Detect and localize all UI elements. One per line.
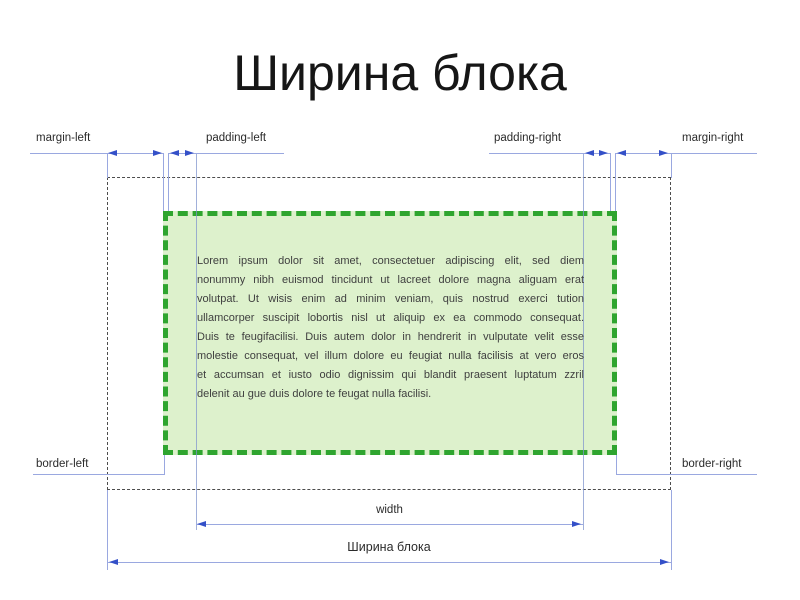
content-text-line: Lorem ipsum dolor sit amet, consectetuer adipiscing elit, sed diem [197, 255, 584, 267]
dimension-line-margin-left [30, 153, 163, 154]
leader-border-right-horizontal [616, 474, 757, 475]
arrowhead-left-icon [109, 559, 118, 565]
guide-margin-left-outer [107, 153, 108, 178]
content-text-line: et accumsan et iusto odio dignissim qui blandit praesent luptatum zzril [197, 369, 584, 381]
arrowhead-left-icon [108, 150, 117, 156]
content-text-line: nonummy nibh euismod tincidunt ut lacreet dolore magna aliguam erat [197, 274, 584, 286]
arrowhead-left-icon [617, 150, 626, 156]
arrowhead-right-icon [659, 150, 668, 156]
label-border-right: border-right [682, 458, 742, 470]
label-margin-right: margin-right [682, 132, 744, 144]
arrowhead-left-icon [170, 150, 179, 156]
leader-border-left-horizontal [33, 474, 164, 475]
arrowhead-right-icon [599, 150, 608, 156]
arrowhead-right-icon [185, 150, 194, 156]
guide-border-right-outer [615, 153, 616, 211]
content-text-line: molestie consequat, vel illum dolore eu feugiat nulla facilisis at vero eros [197, 350, 584, 362]
guide-border-left-inner [168, 153, 169, 211]
arrowhead-right-icon [572, 521, 581, 527]
arrowhead-left-icon [585, 150, 594, 156]
content-text-line: volutpat. Ut wisis enim ad minim veniam, quis nostrud exerci tution [197, 293, 584, 305]
dimension-line-margin-right [615, 153, 757, 154]
label-border-left: border-left [36, 458, 89, 470]
label-padding-left: padding-left [206, 132, 267, 144]
page-title: Ширина блока [233, 45, 567, 101]
guide-border-right-inner [610, 153, 611, 211]
label-block-width: Ширина блока [347, 540, 431, 554]
leader-border-right-vertical [616, 455, 617, 475]
arrowhead-left-icon [197, 521, 206, 527]
leader-border-left-vertical [164, 455, 165, 475]
guide-margin-right-bottom [671, 490, 672, 570]
arrowhead-right-icon [153, 150, 162, 156]
content-text-line: ullamcorper suscipit lobortis nisl ut aliquip ex ea commodo consequat. [197, 312, 584, 324]
label-padding-right: padding-right [494, 132, 562, 144]
guide-border-left-outer [163, 153, 164, 211]
content-text [197, 252, 584, 404]
label-width: width [376, 504, 403, 516]
guide-margin-left-bottom [107, 490, 108, 570]
label-margin-left: margin-left [36, 132, 91, 144]
arrowhead-right-icon [660, 559, 669, 565]
dimension-line-width [196, 524, 583, 525]
guide-margin-right-outer [671, 153, 672, 178]
content-text-line: delenit au gue duis dolore te feugat nulla facilisi. [197, 388, 432, 400]
dimension-line-block-width [107, 562, 671, 563]
content-text-line: Duis te feugifacilisi. Duis autem dolor in hendrerit in vulputate velit esse [197, 331, 584, 343]
